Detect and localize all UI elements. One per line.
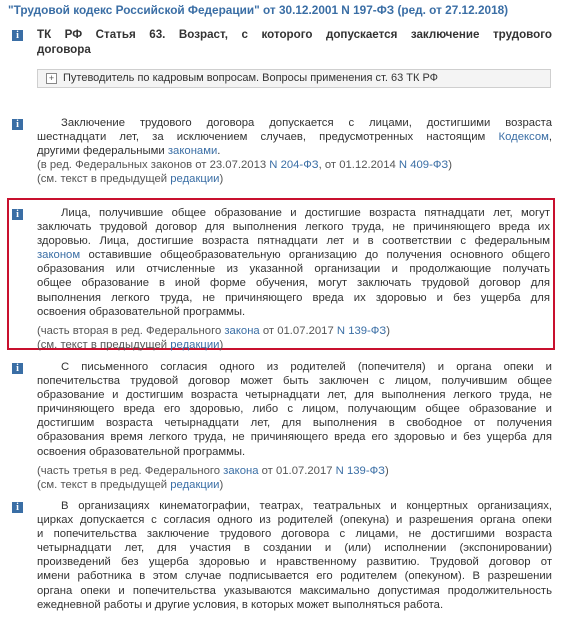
document-header: [8, 3, 508, 17]
guide-link[interactable]: Путеводитель по кадровым вопросам. Вопросы применения ст. 63 ТК РФ: [63, 72, 439, 84]
text-line: органа опеки и попечительства указываются максимально допустимая продолжительность: [37, 584, 552, 597]
text-line: законом оставившие общеобразовательную организацию до получения основного общего: [37, 249, 551, 262]
previous-edition-link[interactable]: редакции: [170, 338, 220, 351]
text-line: образования время легкого труда, не причиняющего вреда его здоровью и без ущерба для: [37, 431, 552, 444]
text-line: и попечительства заключение трудового договора с лицами, не достигшими возраста: [37, 528, 552, 541]
law-139-link[interactable]: N 139-ФЗ: [336, 324, 387, 337]
text-line: образование и достигшим возраста четырнадцати лет, для выполнения легкого труда, не: [37, 389, 552, 402]
previous-edition-link[interactable]: редакции: [170, 173, 220, 186]
text-line: выполнения легкого труда, не причиняющего вреда их здоровью и без ущерба для: [37, 291, 550, 304]
text-line: освоения образовательной программы.: [37, 305, 246, 318]
law-139-link[interactable]: N 139-ФЗ: [335, 464, 385, 477]
text-line: ежедневной работы и другие условия, в которых может выполняться работа.: [37, 598, 444, 611]
previous-edition-link[interactable]: редакции: [170, 478, 220, 491]
text-line: причиняющего вреда его здоровью, либо с лицом, получающим общее образование и: [37, 403, 552, 416]
amendment-note: (часть третья в ред. Федерального закона от 01.07.2017 N 139-ФЗ): [37, 464, 389, 477]
expand-plus-icon[interactable]: +: [46, 73, 57, 84]
laws-link[interactable]: законами: [167, 145, 218, 158]
text-line: достигшим возраста четырнадцати лет, для выполнения в свободное от получения: [37, 417, 552, 430]
previous-edition-note: (см. текст в предыдущей редакции): [37, 173, 224, 186]
info-icon[interactable]: i: [12, 119, 23, 130]
article-title: [37, 27, 552, 57]
paragraph-1: [37, 116, 552, 186]
paragraph-4: [37, 499, 552, 612]
text-line: С письменного согласия одного из родителей (попечителя) и органа опеки и: [61, 361, 552, 373]
previous-edition-note: (см. текст в предыдущей редакции): [37, 478, 224, 491]
law-204-link[interactable]: N 204-ФЗ: [269, 159, 319, 172]
law-link[interactable]: закона: [224, 324, 260, 337]
previous-edition-note: (см. текст в предыдущей редакции): [37, 338, 224, 351]
text-line: Заключение трудового договора допускается с лицами, достигшими возраста: [61, 117, 552, 129]
law-link[interactable]: закона: [223, 464, 259, 477]
federal-law-link[interactable]: законом: [37, 249, 81, 262]
code-link[interactable]: Кодексом: [498, 131, 549, 144]
text-line: шестнадцати лет, за исключением случаев, предусмотренных настоящим Кодексом,: [37, 131, 553, 144]
text-line: В организациях кинематографии, театрах, театральных и концертных организациях,: [61, 500, 552, 512]
text-line: образования или отчисленные из указанной организации и продолжающие получать: [37, 263, 550, 276]
info-icon[interactable]: i: [12, 502, 23, 513]
text-line: здоровью. Лица, достигшие возраста пятнадцати лет и в соответствии с федеральным: [37, 235, 550, 248]
info-icon[interactable]: i: [12, 363, 23, 374]
document-title-link[interactable]: "Трудовой кодекс Российской Федерации" от 30.12.2001 N 197-ФЗ: [8, 3, 395, 17]
amendment-note: (часть вторая в ред. Федерального закона от 01.07.2017 N 139-ФЗ): [37, 324, 390, 337]
paragraph-2: [37, 206, 550, 352]
paragraph-3: [37, 360, 552, 492]
text-line: Лица, получившие общее образование и достигшие возраста пятнадцати лет, могут: [61, 207, 550, 219]
info-icon[interactable]: i: [12, 30, 23, 41]
text-line: цирках допускается с согласия одного из родителей (опекуна) и разрешения органа опеки: [37, 514, 552, 527]
text-line: попечительства трудовой договор может быть заключен с лицом, получившим общее: [37, 375, 552, 388]
text-line: заключать трудовой договор для выполнения легкого труда, не причиняющего вреда их: [37, 221, 550, 234]
text-line: четырнадцати лет, для участия в создании и (или) исполнении (экспонировании): [37, 542, 552, 555]
article-title-line: ТК РФ Статья 63. Возраст, с которого допускается заключение трудового: [37, 28, 552, 41]
law-409-link[interactable]: N 409-ФЗ: [398, 159, 449, 172]
article-title-line: договора: [37, 43, 91, 56]
text-line: общее образование в иной форме обучения, могут заключать трудовой договор для: [37, 277, 550, 290]
text-line: произведений без ущерба здоровью и нравственному развитию. Трудовой договор от: [37, 556, 552, 569]
info-icon[interactable]: i: [12, 209, 23, 220]
text-line: освоения образовательной программы.: [37, 445, 246, 458]
edition-link[interactable]: (ред. от 27.12.2018): [397, 3, 509, 17]
guide-collapsible[interactable]: [37, 69, 551, 88]
text-line: другими федеральными законами.: [37, 145, 221, 158]
amendment-note: (в ред. Федеральных законов от 23.07.2013 N 204-ФЗ, от 01.12.2014 N 409-ФЗ): [37, 159, 453, 172]
text-line: имени работника в этом случае подписывается его родителем (опекуном). В разрешении: [37, 570, 552, 583]
